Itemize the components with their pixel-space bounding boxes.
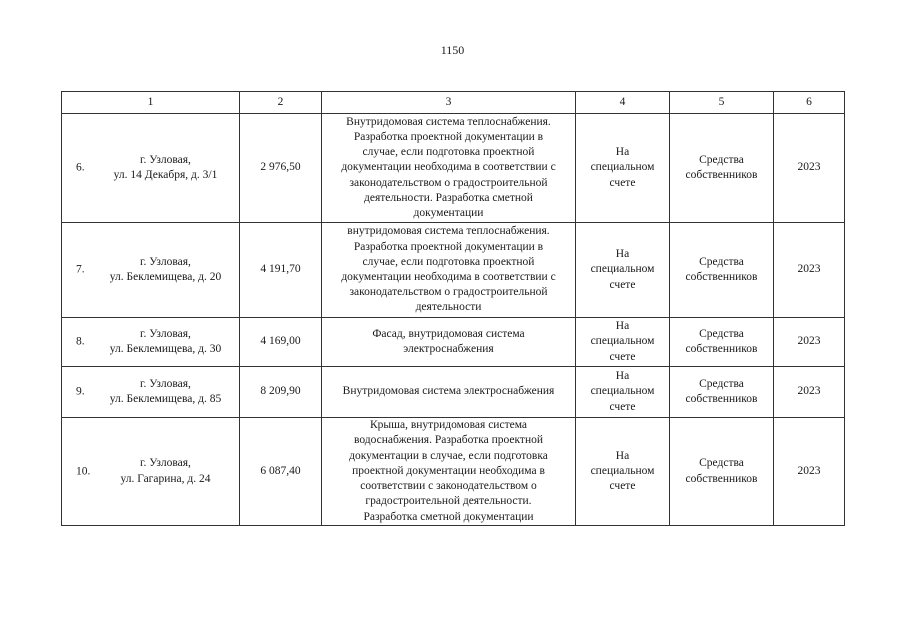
cost-cell: 2 976,50 bbox=[240, 114, 322, 223]
description-line: документации необходима в соответствии с bbox=[341, 271, 556, 283]
account-cell bbox=[576, 114, 670, 223]
cost-cell: 4 169,00 bbox=[240, 318, 322, 367]
description-cell bbox=[322, 223, 576, 318]
description-cell bbox=[322, 418, 576, 526]
year-cell: 2023 bbox=[774, 223, 845, 318]
account-line: счете bbox=[609, 278, 636, 291]
row-number: 8. bbox=[76, 335, 85, 348]
account-line: счете bbox=[609, 480, 636, 493]
header-col-4: 4 bbox=[576, 92, 670, 114]
description-line: деятельности bbox=[415, 301, 482, 314]
description-line: проектной документации необходима в bbox=[352, 464, 545, 477]
address-street: ул. Гагарина, д. 24 bbox=[120, 472, 211, 485]
header-col-6: 6 bbox=[774, 92, 845, 114]
description-line: законодательством о градостроительной bbox=[349, 286, 548, 299]
description-line: электроснабжения bbox=[403, 343, 494, 355]
table-header bbox=[62, 92, 845, 114]
address-city: г. Узловая, bbox=[140, 153, 191, 166]
table-row bbox=[62, 367, 845, 418]
account-line: специальном bbox=[590, 464, 655, 477]
description-line: случае, если подготовка проектной bbox=[362, 146, 535, 159]
page-number: 1150 bbox=[440, 43, 465, 57]
account-line: специальном bbox=[590, 161, 655, 174]
year-cell: 2023 bbox=[774, 114, 845, 223]
description-line: внутридомовая система теплоснабжения. bbox=[347, 225, 550, 238]
table-row bbox=[62, 114, 845, 223]
row-number: 10. bbox=[76, 464, 91, 477]
header-col-1: 1 bbox=[62, 92, 240, 114]
address-cell bbox=[62, 318, 240, 367]
description-line: деятельности. Разработка сметной bbox=[364, 191, 533, 204]
header-col-3: 3 bbox=[322, 92, 576, 114]
table-row bbox=[62, 223, 845, 318]
description-line: документации необходима в соответствии с bbox=[341, 161, 556, 174]
description-line: соответствии с законодательством о bbox=[360, 480, 537, 493]
account-line: счете bbox=[609, 350, 636, 363]
account-cell bbox=[576, 367, 670, 418]
address-city: г. Узловая, bbox=[140, 327, 191, 340]
description-line: случае, если подготовка проектной bbox=[362, 255, 535, 268]
address-cell bbox=[62, 223, 240, 318]
account-line: счете bbox=[609, 400, 636, 413]
account-line: На bbox=[615, 449, 630, 462]
address-cell bbox=[62, 114, 240, 223]
repair-schedule-table bbox=[61, 91, 845, 526]
table-row bbox=[62, 318, 845, 367]
account-line: На bbox=[615, 370, 630, 383]
address-city: г. Узловая, bbox=[140, 255, 191, 268]
description-line: водоснабжения. Разработка проектной bbox=[353, 434, 543, 447]
funds-line: собственников bbox=[685, 271, 758, 283]
description-cell bbox=[322, 318, 576, 367]
funds-cell bbox=[670, 223, 774, 318]
address-city: г. Узловая, bbox=[140, 377, 191, 390]
description-line: Разработка проектной документации в bbox=[353, 240, 544, 253]
funds-line: собственников bbox=[685, 393, 758, 405]
address-street: ул. Беклемищева, д. 85 bbox=[109, 393, 222, 405]
header-row bbox=[62, 92, 845, 114]
funds-line: Средства bbox=[699, 255, 744, 268]
address-city: г. Узловая, bbox=[140, 457, 191, 470]
funds-line: Средства bbox=[699, 327, 744, 340]
address-street: ул. Беклемищева, д. 20 bbox=[109, 271, 222, 283]
description-line: Разработка проектной документации в bbox=[353, 130, 544, 143]
table-body bbox=[62, 114, 845, 526]
funds-cell bbox=[670, 114, 774, 223]
cost-cell: 4 191,70 bbox=[240, 223, 322, 318]
description-line: Внутридомовая система электроснабжения bbox=[342, 385, 555, 398]
account-line: специальном bbox=[590, 263, 655, 276]
funds-line: собственников bbox=[685, 472, 758, 485]
row-number: 6. bbox=[76, 161, 85, 174]
account-cell bbox=[576, 318, 670, 367]
header-col-2: 2 bbox=[240, 92, 322, 114]
address-cell bbox=[62, 367, 240, 418]
funds-cell bbox=[670, 318, 774, 367]
account-cell bbox=[576, 418, 670, 526]
account-cell bbox=[576, 223, 670, 318]
description-cell bbox=[322, 367, 576, 418]
description-line: документации bbox=[413, 207, 484, 219]
header-col-5: 5 bbox=[670, 92, 774, 114]
funds-line: собственников bbox=[685, 343, 758, 355]
funds-line: собственников bbox=[685, 169, 758, 181]
funds-line: Средства bbox=[699, 377, 744, 390]
description-line: документации в случае, если подготовка bbox=[349, 449, 548, 462]
year-cell: 2023 bbox=[774, 367, 845, 418]
year-cell: 2023 bbox=[774, 318, 845, 367]
row-number: 7. bbox=[76, 263, 85, 276]
account-line: специальном bbox=[590, 335, 655, 348]
year-cell: 2023 bbox=[774, 418, 845, 526]
account-line: На bbox=[615, 320, 630, 333]
funds-cell bbox=[670, 367, 774, 418]
cost-cell: 6 087,40 bbox=[240, 418, 322, 526]
funds-line: Средства bbox=[699, 153, 744, 166]
address-street: ул. 14 Декабря, д. 3/1 bbox=[113, 169, 218, 181]
row-number: 9. bbox=[76, 385, 85, 398]
account-line: счете bbox=[609, 176, 636, 189]
description-cell bbox=[322, 114, 576, 223]
description-line: Внутридомовая система теплоснабжения. bbox=[346, 115, 551, 128]
account-line: специальном bbox=[590, 385, 655, 398]
description-line: Разработка сметной документации bbox=[363, 510, 534, 523]
address-street: ул. Беклемищева, д. 30 bbox=[109, 343, 222, 355]
funds-line: Средства bbox=[699, 457, 744, 470]
account-line: На bbox=[615, 248, 630, 261]
description-line: законодательством о градостроительной bbox=[349, 176, 548, 189]
description-line: Фасад, внутридомовая система bbox=[372, 327, 525, 340]
cost-cell: 8 209,90 bbox=[240, 367, 322, 418]
description-line: Крыша, внутридомовая система bbox=[369, 419, 527, 432]
funds-cell bbox=[670, 418, 774, 526]
address-cell bbox=[62, 418, 240, 526]
table-row bbox=[62, 418, 845, 526]
description-line: градостроительной деятельности. bbox=[365, 495, 532, 508]
account-line: На bbox=[615, 146, 630, 159]
